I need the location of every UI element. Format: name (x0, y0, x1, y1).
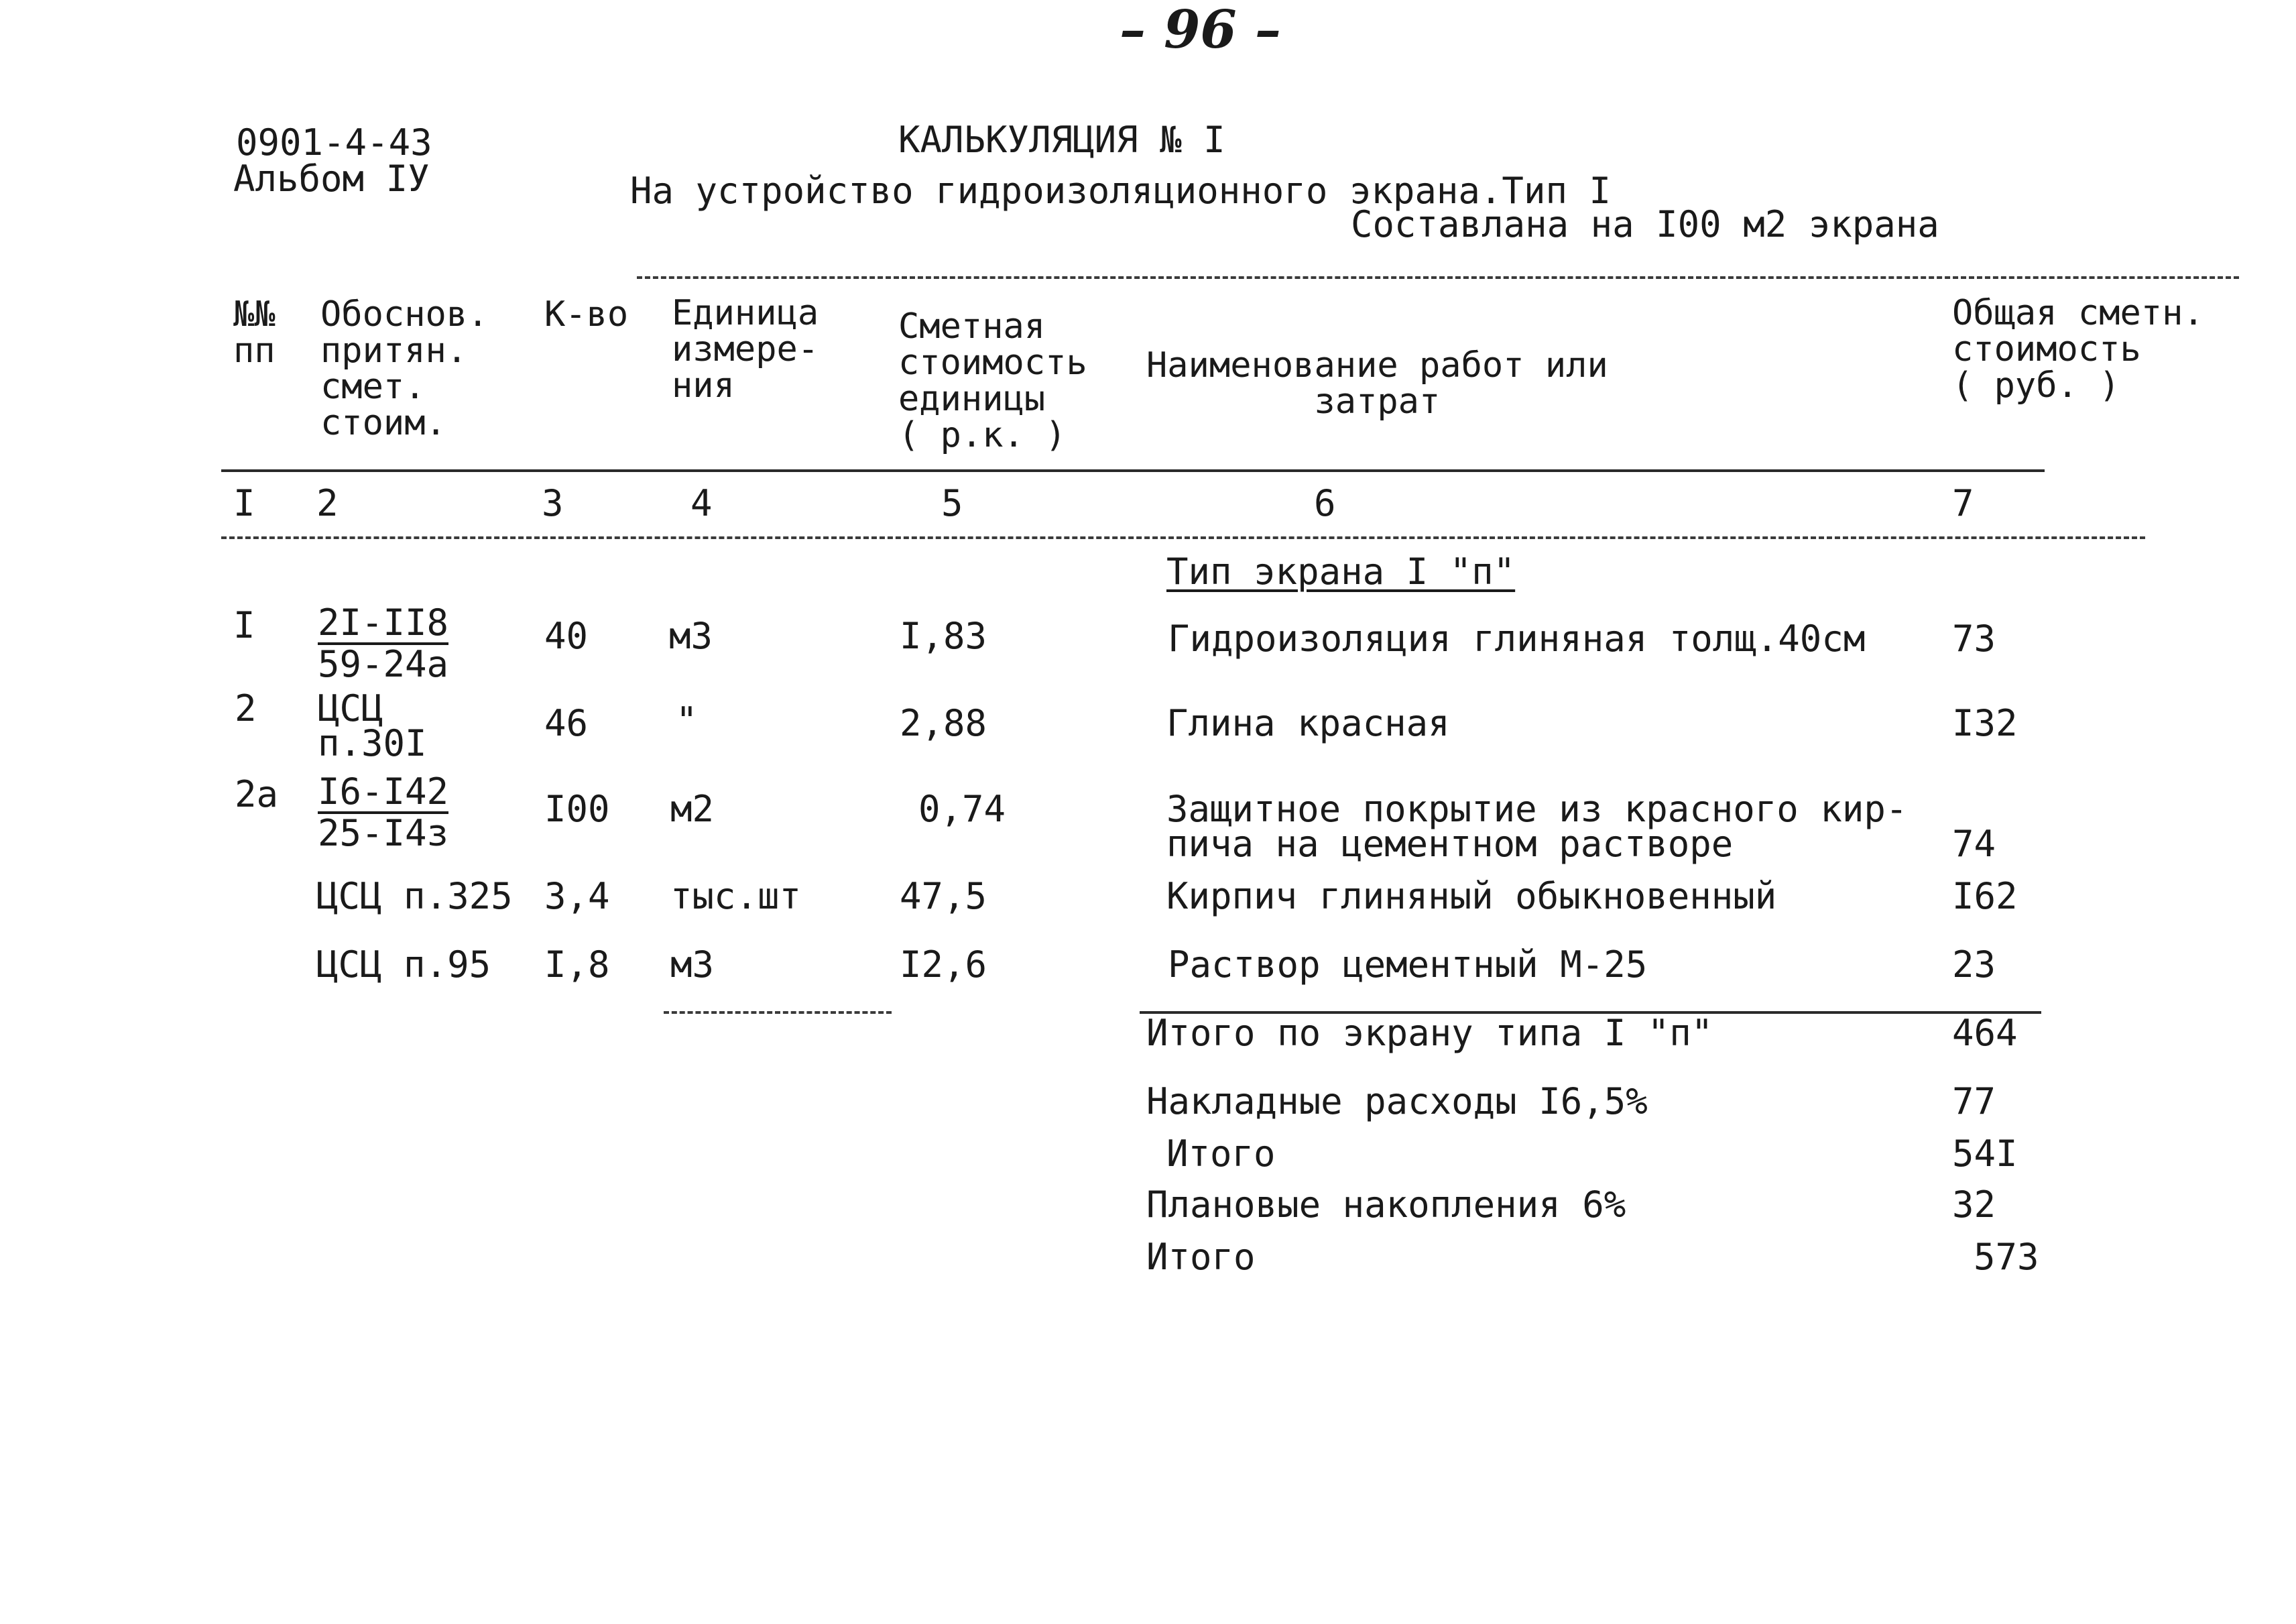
row-mortar-name: Раствор цементный М-25 (1168, 943, 1648, 986)
row-2-basis-line1: ЦСЦ (318, 687, 383, 730)
row-mortar-unit-cost: I2,6 (900, 943, 987, 986)
row-1-qty: 40 (544, 615, 589, 657)
row-1-name: Гидроизоляция глиняная толщ.40см (1168, 618, 1866, 660)
summary-label-2: Накладные расходы I6,5% (1146, 1080, 1648, 1122)
summary-value-2: 77 (1952, 1080, 1996, 1122)
column-numbers-top-rule (221, 469, 2045, 472)
summary-label-1: Итого по экрану типа I "п" (1146, 1012, 1713, 1054)
row-brick-qty: 3,4 (544, 875, 610, 917)
row-2a-no: 2а (235, 773, 279, 815)
calculation-title: КАЛЬКУЛЯЦИЯ № I (898, 119, 1225, 161)
album-label: Альбом IУ (233, 158, 430, 200)
row-1-total: 73 (1952, 618, 1996, 660)
summary-value-1: 464 (1952, 1012, 2018, 1054)
row-mortar-total: 23 (1952, 943, 1996, 986)
document-code: 0901-4-43 (236, 121, 432, 164)
summary-label-5: Итого (1146, 1236, 1256, 1278)
col-number-3: 3 (542, 482, 564, 524)
row-mortar-qty: I,8 (544, 943, 610, 986)
row-2-total: I32 (1952, 702, 2018, 744)
col-header-basis: Обоснов. притян. смет. стоим. (320, 294, 489, 443)
row-2-unit-cost: 2,88 (900, 702, 987, 744)
header-top-rule (637, 276, 2239, 279)
row-2a-qty: I00 (544, 788, 610, 830)
row-2a-total: 74 (1952, 823, 1996, 865)
row-mortar-basis: ЦСЦ п.95 (316, 943, 491, 986)
row-2a-basis-numerator: I6-I42 (318, 770, 449, 813)
row-2-name: Глина красная (1166, 702, 1450, 744)
col-number-4: 4 (690, 482, 713, 524)
summary-value-5: 573 (1974, 1236, 2039, 1278)
page-number: – 96 – (1120, 0, 1281, 60)
row-1-basis-numerator: 2I-II8 (318, 601, 449, 644)
row-2a-basis-denominator: 25-I4з (318, 812, 449, 854)
row-2-no: 2 (235, 687, 257, 730)
row-brick-basis: ЦСЦ п.325 (316, 875, 513, 917)
row-1-basis (318, 601, 449, 685)
col-header-name: Наименование работ или затрат (1146, 345, 1608, 422)
subtotal-rule-left (664, 1011, 892, 1014)
col-number-6: 6 (1314, 482, 1336, 524)
row-brick-name: Кирпич глиняный обыкновенный (1166, 875, 1777, 917)
row-2-qty: 46 (544, 702, 589, 744)
row-2a-basis (318, 770, 449, 854)
summary-value-4: 32 (1952, 1183, 1996, 1226)
row-mortar-unit: м3 (670, 943, 715, 986)
row-1-unit-cost: I,83 (900, 615, 987, 657)
col-header-unit-cost: Сметная стоимость единицы ( р.к. ) (898, 306, 1087, 455)
row-2a-unit-cost: 0,74 (918, 788, 1006, 830)
calculation-subtitle: На устройство гидроизоляционного экрана.Тип I (630, 170, 1611, 212)
summary-label-4: Плановые накопления 6% (1146, 1183, 1626, 1226)
section-title: Тип экрана I "п" (1166, 550, 1516, 593)
row-1-basis-denominator: 59-24а (318, 643, 449, 685)
row-2a-name-line1: Защитное покрытие из красного кир- (1166, 788, 1908, 830)
row-brick-unit-cost: 47,5 (900, 875, 987, 917)
row-2-unit: " (676, 699, 698, 742)
summary-value-3: 54I (1952, 1133, 2018, 1175)
col-number-7: 7 (1952, 482, 1974, 524)
column-numbers-bottom-rule (221, 536, 2145, 539)
col-number-2: 2 (316, 482, 339, 524)
row-brick-unit: тыс.шт (670, 875, 802, 917)
row-1-no: I (233, 604, 255, 646)
basis-note: Составлана на I00 м2 экрана (1351, 203, 1939, 245)
row-2-basis-line2: п.30I (318, 722, 427, 764)
col-header-no: №№ пп (233, 294, 276, 371)
col-header-total: Общая сметн. стоимость ( руб. ) (1952, 293, 2204, 406)
col-header-unit: Единица измере- ния (672, 293, 819, 406)
row-2a-unit: м2 (670, 788, 715, 830)
summary-label-3: Итого (1166, 1133, 1276, 1175)
row-brick-total: I62 (1952, 875, 2018, 917)
row-1-unit: м3 (669, 615, 713, 657)
col-number-5: 5 (941, 482, 963, 524)
col-number-1: I (233, 482, 255, 524)
col-header-qty: К-во (544, 294, 629, 335)
row-2a-name-line2: пича на цементном растворе (1166, 823, 1734, 865)
